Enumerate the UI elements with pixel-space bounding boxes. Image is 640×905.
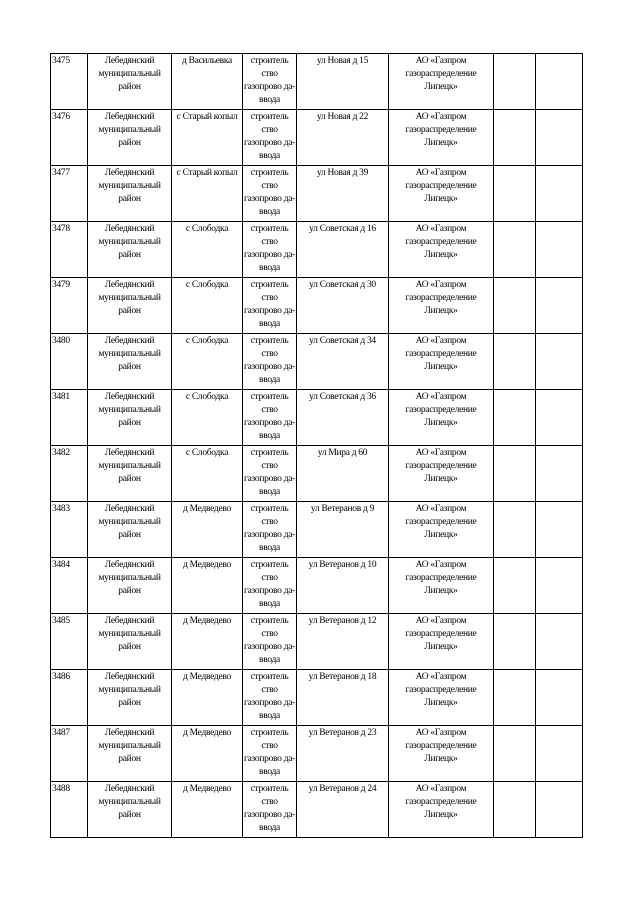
empty-cell: [494, 502, 536, 558]
district-cell: Лебедянский муниципальный район: [88, 502, 172, 558]
empty-cell: [494, 558, 536, 614]
address-cell: ул Советская д 36: [297, 390, 389, 446]
empty-cell: [536, 782, 583, 838]
row-number-cell: 3483: [51, 502, 88, 558]
empty-cell: [494, 614, 536, 670]
row-number-cell: 3485: [51, 614, 88, 670]
address-cell: ул Советская д 30: [297, 278, 389, 334]
table-row: [51, 726, 583, 782]
empty-cell: [536, 614, 583, 670]
organization-cell: АО «Газпром газораспределение Липецк»: [389, 558, 494, 614]
row-number-cell: 3487: [51, 726, 88, 782]
locality-cell: с Старый копыл: [172, 166, 243, 222]
empty-cell: [536, 446, 583, 502]
district-cell: Лебедянский муниципальный район: [88, 614, 172, 670]
district-cell: Лебедянский муниципальный район: [88, 222, 172, 278]
organization-cell: АО «Газпром газораспределение Липецк»: [389, 782, 494, 838]
empty-cell: [536, 110, 583, 166]
empty-cell: [494, 670, 536, 726]
organization-cell: АО «Газпром газораспределение Липецк»: [389, 54, 494, 110]
locality-cell: д Медведево: [172, 558, 243, 614]
locality-cell: д Васильевка: [172, 54, 243, 110]
address-cell: ул Ветеранов д 23: [297, 726, 389, 782]
work-type-cell: строитель ство газопрово да-ввода: [243, 726, 297, 782]
work-type-cell: строитель ство газопрово да-ввода: [243, 334, 297, 390]
work-type-cell: строитель ство газопрово да-ввода: [243, 614, 297, 670]
work-type-cell: строитель ство газопрово да-ввода: [243, 446, 297, 502]
table-body: [51, 54, 583, 838]
table-row: [51, 334, 583, 390]
organization-cell: АО «Газпром газораспределение Липецк»: [389, 614, 494, 670]
address-cell: ул Новая д 22: [297, 110, 389, 166]
table-row: [51, 278, 583, 334]
empty-cell: [536, 54, 583, 110]
row-number-cell: 3479: [51, 278, 88, 334]
locality-cell: д Медведево: [172, 502, 243, 558]
district-cell: Лебедянский муниципальный район: [88, 278, 172, 334]
row-number-cell: 3477: [51, 166, 88, 222]
empty-cell: [494, 222, 536, 278]
document-page: [50, 53, 583, 838]
organization-cell: АО «Газпром газораспределение Липецк»: [389, 670, 494, 726]
district-cell: Лебедянский муниципальный район: [88, 726, 172, 782]
row-number-cell: 3480: [51, 334, 88, 390]
empty-cell: [536, 726, 583, 782]
empty-cell: [494, 110, 536, 166]
address-cell: ул Ветеранов д 10: [297, 558, 389, 614]
address-cell: ул Советская д 16: [297, 222, 389, 278]
work-type-cell: строитель ство газопрово да-ввода: [243, 558, 297, 614]
empty-cell: [494, 166, 536, 222]
district-cell: Лебедянский муниципальный район: [88, 54, 172, 110]
work-type-cell: строитель ство газопрово да-ввода: [243, 278, 297, 334]
empty-cell: [536, 502, 583, 558]
work-type-cell: строитель ство газопрово да-ввода: [243, 390, 297, 446]
table-row: [51, 502, 583, 558]
organization-cell: АО «Газпром газораспределение Липецк»: [389, 222, 494, 278]
table-row: [51, 390, 583, 446]
district-cell: Лебедянский муниципальный район: [88, 782, 172, 838]
locality-cell: с Слободка: [172, 390, 243, 446]
district-cell: Лебедянский муниципальный район: [88, 446, 172, 502]
row-number-cell: 3476: [51, 110, 88, 166]
row-number-cell: 3488: [51, 782, 88, 838]
work-type-cell: строитель ство газопрово да-ввода: [243, 782, 297, 838]
organization-cell: АО «Газпром газораспределение Липецк»: [389, 446, 494, 502]
organization-cell: АО «Газпром газораспределение Липецк»: [389, 278, 494, 334]
district-cell: Лебедянский муниципальный район: [88, 390, 172, 446]
empty-cell: [536, 166, 583, 222]
address-cell: ул Ветеранов д 9: [297, 502, 389, 558]
table-row: [51, 110, 583, 166]
locality-cell: д Медведево: [172, 726, 243, 782]
gas-connection-registry-table: [50, 53, 583, 838]
empty-cell: [494, 390, 536, 446]
row-number-cell: 3478: [51, 222, 88, 278]
empty-cell: [494, 726, 536, 782]
table-row: [51, 614, 583, 670]
empty-cell: [494, 334, 536, 390]
address-cell: ул Новая д 15: [297, 54, 389, 110]
address-cell: ул Ветеранов д 12: [297, 614, 389, 670]
empty-cell: [536, 222, 583, 278]
district-cell: Лебедянский муниципальный район: [88, 558, 172, 614]
address-cell: ул Ветеранов д 24: [297, 782, 389, 838]
organization-cell: АО «Газпром газораспределение Липецк»: [389, 502, 494, 558]
table-row: [51, 54, 583, 110]
district-cell: Лебедянский муниципальный район: [88, 110, 172, 166]
work-type-cell: строитель ство газопрово да-ввода: [243, 110, 297, 166]
organization-cell: АО «Газпром газораспределение Липецк»: [389, 334, 494, 390]
row-number-cell: 3475: [51, 54, 88, 110]
row-number-cell: 3486: [51, 670, 88, 726]
table-row: [51, 558, 583, 614]
empty-cell: [536, 334, 583, 390]
locality-cell: д Медведево: [172, 614, 243, 670]
address-cell: ул Мира д 60: [297, 446, 389, 502]
locality-cell: с Слободка: [172, 278, 243, 334]
empty-cell: [536, 558, 583, 614]
empty-cell: [536, 390, 583, 446]
organization-cell: АО «Газпром газораспределение Липецк»: [389, 726, 494, 782]
district-cell: Лебедянский муниципальный район: [88, 670, 172, 726]
locality-cell: с Старый копыл: [172, 110, 243, 166]
work-type-cell: строитель ство газопрово да-ввода: [243, 166, 297, 222]
address-cell: ул Ветеранов д 18: [297, 670, 389, 726]
empty-cell: [494, 446, 536, 502]
row-number-cell: 3482: [51, 446, 88, 502]
table-row: [51, 446, 583, 502]
address-cell: ул Советская д 34: [297, 334, 389, 390]
row-number-cell: 3481: [51, 390, 88, 446]
row-number-cell: 3484: [51, 558, 88, 614]
table-row: [51, 670, 583, 726]
work-type-cell: строитель ство газопрово да-ввода: [243, 670, 297, 726]
table-row: [51, 222, 583, 278]
empty-cell: [494, 782, 536, 838]
district-cell: Лебедянский муниципальный район: [88, 334, 172, 390]
empty-cell: [494, 278, 536, 334]
work-type-cell: строитель ство газопрово да-ввода: [243, 502, 297, 558]
locality-cell: с Слободка: [172, 334, 243, 390]
empty-cell: [494, 54, 536, 110]
locality-cell: с Слободка: [172, 446, 243, 502]
empty-cell: [536, 670, 583, 726]
district-cell: Лебедянский муниципальный район: [88, 166, 172, 222]
locality-cell: д Медведево: [172, 782, 243, 838]
organization-cell: АО «Газпром газораспределение Липецк»: [389, 166, 494, 222]
address-cell: ул Новая д 39: [297, 166, 389, 222]
empty-cell: [536, 278, 583, 334]
locality-cell: с Слободка: [172, 222, 243, 278]
work-type-cell: строитель ство газопрово да-ввода: [243, 54, 297, 110]
table-row: [51, 166, 583, 222]
organization-cell: АО «Газпром газораспределение Липецк»: [389, 110, 494, 166]
work-type-cell: строитель ство газопрово да-ввода: [243, 222, 297, 278]
organization-cell: АО «Газпром газораспределение Липецк»: [389, 390, 494, 446]
table-row: [51, 782, 583, 838]
locality-cell: д Медведево: [172, 670, 243, 726]
